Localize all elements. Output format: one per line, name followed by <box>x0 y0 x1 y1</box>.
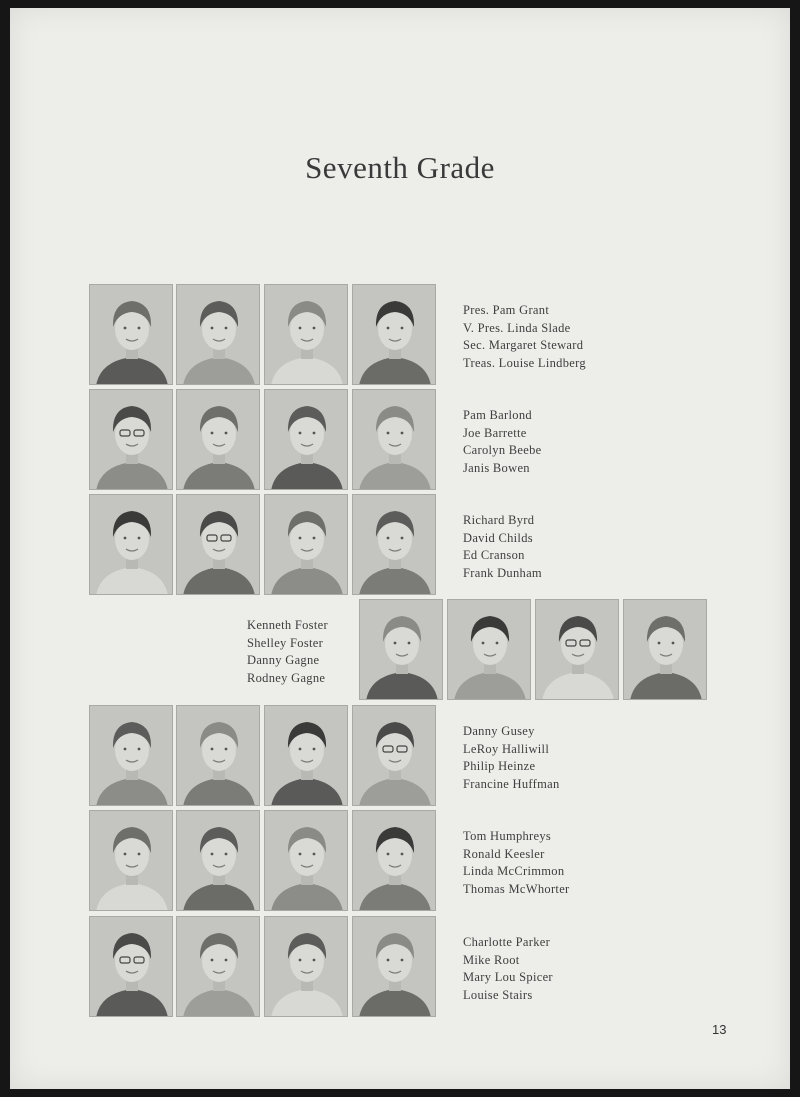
student-name: Ed Cranson <box>463 548 525 563</box>
student-name: Frank Dunham <box>463 565 542 580</box>
student-name: Francine Huffman <box>463 776 560 791</box>
student-name: Ronald Keesler <box>463 846 545 861</box>
student-names <box>463 828 570 898</box>
student-name: Charlotte Parker <box>463 935 551 949</box>
student-names <box>463 934 553 1004</box>
student-name: Pres. Pam Grant <box>463 303 550 317</box>
student-photo <box>176 389 260 490</box>
student-photo <box>352 705 436 806</box>
student-photo <box>264 389 348 490</box>
student-name: Mike Root <box>463 952 520 967</box>
student-name: Danny Gagne <box>247 653 320 668</box>
student-photo <box>352 916 436 1017</box>
student-photo <box>176 916 260 1017</box>
student-photo <box>176 494 260 595</box>
student-photo <box>89 494 173 595</box>
student-names <box>463 407 542 477</box>
student-photo <box>264 810 348 911</box>
student-name: Louise Stairs <box>463 987 533 1002</box>
student-photo <box>535 599 619 700</box>
student-photo <box>89 284 173 385</box>
student-photo <box>176 705 260 806</box>
student-name: V. Pres. Linda Slade <box>463 320 571 335</box>
student-photo <box>359 599 443 700</box>
page-number: 13 <box>712 1022 727 1037</box>
student-photo <box>264 494 348 595</box>
student-photo <box>176 810 260 911</box>
student-photo <box>352 284 436 385</box>
student-name: LeRoy Halliwill <box>463 741 550 756</box>
student-name: Richard Byrd <box>463 513 535 527</box>
student-names <box>463 723 560 793</box>
student-names <box>463 302 586 372</box>
student-photo <box>264 705 348 806</box>
student-name: Philip Heinze <box>463 759 536 774</box>
page-title: Seventh Grade <box>305 150 495 185</box>
student-photo <box>264 916 348 1017</box>
student-photo <box>89 916 173 1017</box>
student-name: Treas. Louise Lindberg <box>463 355 586 370</box>
student-name: Danny Gusey <box>463 724 535 738</box>
student-photo <box>89 810 173 911</box>
student-photo <box>264 284 348 385</box>
student-names <box>463 512 542 582</box>
student-name: Linda McCrimmon <box>463 864 565 879</box>
student-name: Mary Lou Spicer <box>463 970 553 985</box>
student-name: Thomas McWhorter <box>463 881 570 896</box>
student-name: Pam Barlond <box>463 408 532 422</box>
student-photo <box>89 389 173 490</box>
student-photo <box>352 389 436 490</box>
student-name: Joe Barrette <box>463 425 527 440</box>
student-name: Shelley Foster <box>247 635 324 650</box>
student-names <box>247 617 328 687</box>
student-name: Kenneth Foster <box>247 618 328 632</box>
student-name: Rodney Gagne <box>247 670 326 685</box>
student-name: Janis Bowen <box>463 460 530 475</box>
student-photo <box>447 599 531 700</box>
student-name: Sec. Margaret Steward <box>463 338 584 353</box>
student-photo <box>89 705 173 806</box>
student-photo <box>176 284 260 385</box>
student-name: David Childs <box>463 530 533 545</box>
student-photo <box>623 599 707 700</box>
student-photo <box>352 810 436 911</box>
student-photo <box>352 494 436 595</box>
student-name: Carolyn Beebe <box>463 443 542 458</box>
student-name: Tom Humphreys <box>463 829 552 843</box>
